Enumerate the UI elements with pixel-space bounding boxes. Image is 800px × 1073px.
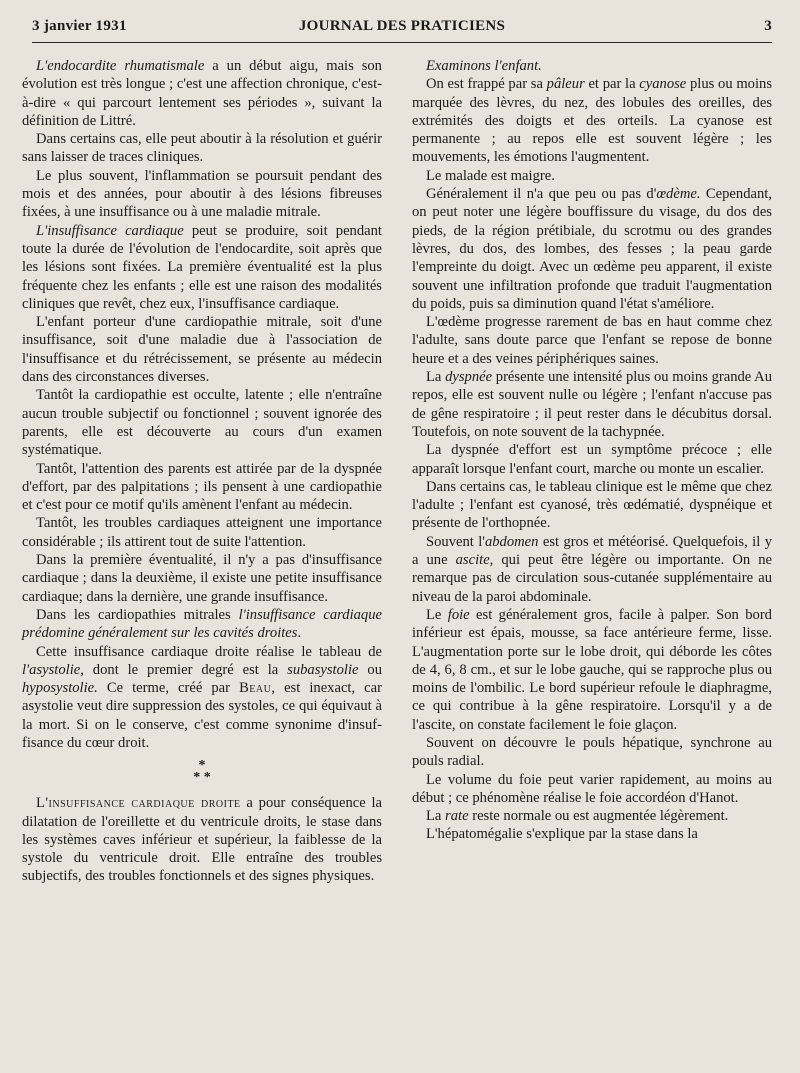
section-heading: L'insuffisance cardiaque droite — [36, 795, 241, 812]
paragraph: Tantôt, l'attention des parents est attirée par de la dyspnée d'effort, par des palpitations ; ils pensent à une cardiopathie et c'est pour ce motif qu'ils amènent l'enfant au médecin. — [22, 460, 382, 514]
page-number: 3 — [764, 18, 772, 34]
paragraph: L'enfant porteur d'une cardiopathie mitrale, soit d'une insuffisance, soit d'une maladie due à l'association de l'insuffisance et du rétrécissement, se présente au médecin dans des circonstances diverses. — [22, 314, 382, 386]
paragraph: L'hépatomégalie s'explique par la stase dans la — [426, 826, 698, 843]
two-column-body — [22, 57, 772, 886]
paragraph: Dans la première éventualité, il n'y a pas d'insuffisance cardiaque ; dans la deuxième, il existe une petite insuffisance cardiaque; dans la dernière, une grande insuffisance. — [22, 552, 382, 605]
issue-date: 3 janvier 1931 — [32, 18, 127, 34]
section-separator: * * * — [193, 758, 211, 786]
paragraph: La rate reste normale ou est augmentée légèrement. — [426, 808, 729, 825]
running-header — [32, 12, 772, 43]
paragraph: Dans certains cas, le tableau clinique est le même que chez l'adulte ; l'enfant est cyanosé, très œdématié, dyspnéique et présente de l'orthopnée. — [412, 478, 772, 532]
paragraph: Le foie est généralement gros, facile à palper. Son bord inférieur est épais, mousse, sa face antérieure ferme, lisse. L'augmentation porte sur le lobe droit, qui déborde les côtes de 4, 6, 8 cm., et sur le lobe gauche, qui se rapproche plus ou moins de l'ombilic. Le bord supérieur refoule le diaphragme, ce qui contribue à la gêne respiratoire. Lorsqu'il y a de l'ascite, on constate facilement le foie glaçon. — [412, 606, 772, 733]
paragraph: Tantôt, les troubles cardiaques atteignent une importance considérable ; ils attirent tout de suite l'attention. — [22, 515, 382, 550]
paragraph: Cette insuffisance cardiaque droite réalise le tableau de l'asystolie, dont le premier degré est la subasystolie ou hyposystolie. Ce terme, créé par Beau, est inexact, car asystolie veut dire suppression des systoles, ce qui équivaut à la mort. Si on le conserve, c'est comme synonime d'insuffisance du cœur droit. — [22, 643, 382, 751]
paragraph: On est frappé par sa pâleur et par la cyanose plus ou moins marquée des lèvres, du nez, des lobules des oreilles, des extrémités des doigts et des orteils. La cyanose est permanente ; au repos elle est souvent légère ; les mouvements, les émotions l'augmentent. — [412, 76, 773, 166]
paragraph: Généralement il n'a que peu ou pas d'œdème. Cependant, on peut noter une légère bouffissure du visage, du dos des pieds, de la région prétibiale, du scrotmu ou des grandes lèvres, du dos, des lombes, des fesses ; la peau garde l'empreinte du doigt. Avec un œdème peu apparent, il existe souvent une infiltration profonde que traduit l'augmentation du poids, puis sa diminution quand l'état s'améliore. — [412, 186, 772, 312]
left-column — [22, 57, 382, 886]
paragraph: L'insuffisance cardiaque peut se produire, soit pendant toute la durée de l'évolution de l'endocardite, soit après que les lésions sont fixées. La première éventualité est la plus fréquente chez les enfants ; elle est une raison des modalités cliniques que revêt, chez eux, l'insuffisance cardiaque. — [22, 222, 382, 312]
paragraph: Le volume du foie peut varier rapidement, au moins au début ; ce phénomène réalise le foie accordéon d'Hanot. — [412, 771, 772, 806]
paragraph: Dans les cardiopathies mitrales l'insuffisance cardiaque prédomine généralement sur les cavités droites. — [22, 606, 382, 642]
paragraph: Souvent l'abdomen est gros et météorisé. Quelquefois, il y a une ascite, qui peut être légère ou importante. On ne remarque pas de circulation sous-cutanée supplémentaire au niveau de la paroi abdominale. — [412, 533, 772, 605]
paragraph: La dyspnée d'effort est un symptôme précoce ; elle apparaît lorsque l'enfant court, marche ou monte un escalier. — [412, 442, 772, 477]
paragraph: Examinons l'enfant. — [426, 58, 542, 74]
paragraph: Tantôt la cardiopathie est occulte, latente ; elle n'entraîne aucun trouble subjectif ou fonctionnel ; souvent ignorée des parents, elle est découverte au cours d'un examen systématique. — [22, 387, 382, 459]
paragraph: Dans certains cas, elle peut aboutir à la résolution et guérir sans laisser de traces cliniques. — [22, 131, 382, 166]
paragraph: Le malade est maigre. — [426, 167, 555, 184]
paragraph: L'œdème progresse rarement de bas en haut comme chez l'adulte, sans doute parce que l'enfant se repose de bonne heure et a des veines périphériques saines. — [412, 314, 772, 367]
right-column — [412, 57, 772, 886]
paragraph: La dyspnée présente une intensité plus ou moins grande Au repos, elle est souvent nulle ou légère ; l'enfant n'accuse pas de gêne respiratoire ; il peut rester dans le décubitus dorsal. Toutefois, on note souvent de la tachypnée. — [412, 369, 772, 440]
paragraph: L'endocardite rhumatismale a un début aigu, mais son évolution est très longue ; c'est une affection chronique, c'est-à-dire « qui parcourt lentement ses périodes », suivant la définition de Littré. — [22, 58, 382, 129]
section-paragraph: L'insuffisance cardiaque droite a pour conséquence la dilatation de l'oreillette et du ventricule droits, le stase dans les systèmes caves inférieur et supérieur, la faiblesse de la systole du ventricule droit. Elle entraîne des troubles subjectifs, des troubles fonctionnels et des signes physiques. — [22, 795, 382, 885]
paragraph: Souvent on découvre le pouls hépatique, synchrone au pouls radial. — [412, 734, 772, 770]
journal-title: JOURNAL DES PRATICIENS — [298, 18, 506, 34]
paragraph: Le plus souvent, l'inflammation se poursuit pendant des mois et des années, pour aboutir à des lésions fibreuses fixées, à une insuffisance ou à une maladie mitrale. — [22, 167, 382, 221]
